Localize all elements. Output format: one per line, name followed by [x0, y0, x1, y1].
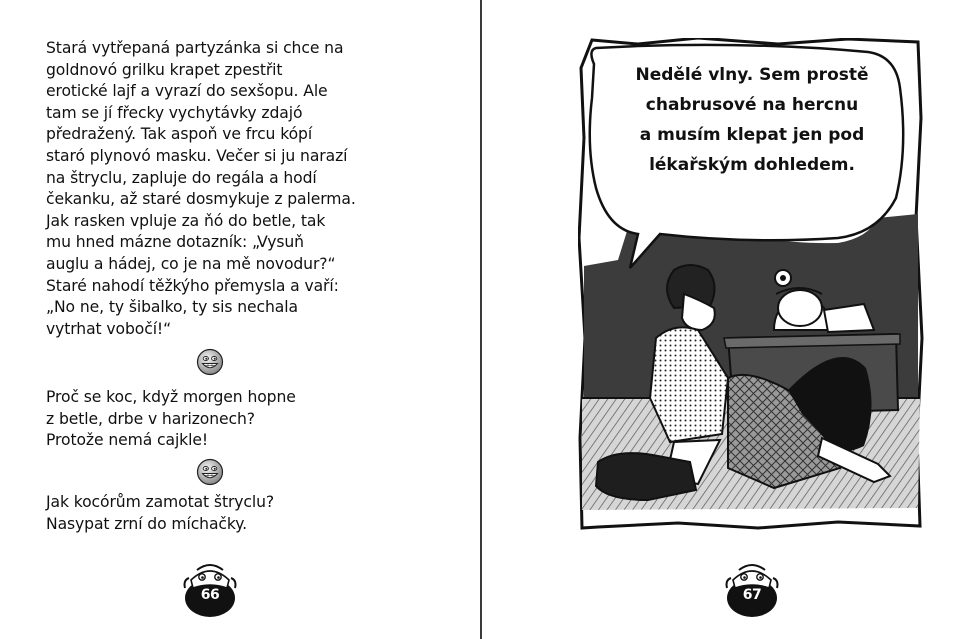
right-page: [482, 0, 960, 639]
page-number: 67: [742, 587, 762, 603]
joke-line: Proč se koc, když morgen hopne: [46, 388, 296, 406]
smiley-face-icon: [196, 458, 224, 486]
joke-line: Nasypat zrní do míchačky.: [46, 514, 248, 533]
story-line: Staré nahodí těžkýho přemysla a vaří:: [46, 276, 339, 295]
comic-panel: [578, 38, 924, 530]
story-line: tam se jí fřecky vychytávky zdajó: [46, 103, 303, 122]
story-line: na štryclu, zapluje do regála a hodí: [46, 168, 317, 187]
story-line: Stará vytřepaná partyzánka si chce na: [46, 39, 344, 57]
story-line: staró plynovó masku. Večer si ju narazí: [46, 146, 348, 165]
page-number-badge: [725, 558, 779, 618]
joke-line: Jak kocórům zamotat štryclu?: [46, 493, 275, 511]
story-text: [46, 38, 466, 340]
page-number: 66: [200, 587, 220, 603]
story-line: erotické lajf a vyrazí do sexšopu. Ale: [46, 82, 328, 101]
joke-text: [46, 492, 466, 535]
speech-line: chabrusové na hercnu: [645, 95, 859, 115]
joke-line: Protože nemá cajkle!: [46, 431, 208, 450]
speech-line: a musím klepat jen pod: [639, 125, 865, 145]
speech-bubble-text: [614, 60, 890, 180]
story-line: „No ne, ty šibalko, ty sis nechala: [46, 298, 298, 317]
story-line: vytrhat vobočí!“: [46, 319, 172, 338]
joke-line: z betle, drbe v harizonech?: [46, 409, 255, 428]
story-line: mu hned mázne dotazník: „Vysuň: [46, 233, 304, 252]
story-line: auglu a hádej, co je na mě novodur?“: [46, 254, 336, 273]
story-line: Jak rasken vpluje za ňó do betle, tak: [46, 211, 326, 230]
page-number-badge: [183, 558, 237, 618]
smiley-face-icon: [196, 348, 224, 376]
speech-line: lékařským dohledem.: [649, 155, 855, 175]
speech-line: Nedělé vlny. Sem prostě: [635, 65, 869, 85]
joke-text: [46, 387, 466, 452]
story-line: předražený. Tak aspoň ve frcu kópí: [46, 125, 313, 144]
story-line: čekanku, až staré dosmykuje z palerma.: [46, 190, 356, 209]
story-line: goldnovó grilku krapet zpestřit: [46, 60, 283, 79]
